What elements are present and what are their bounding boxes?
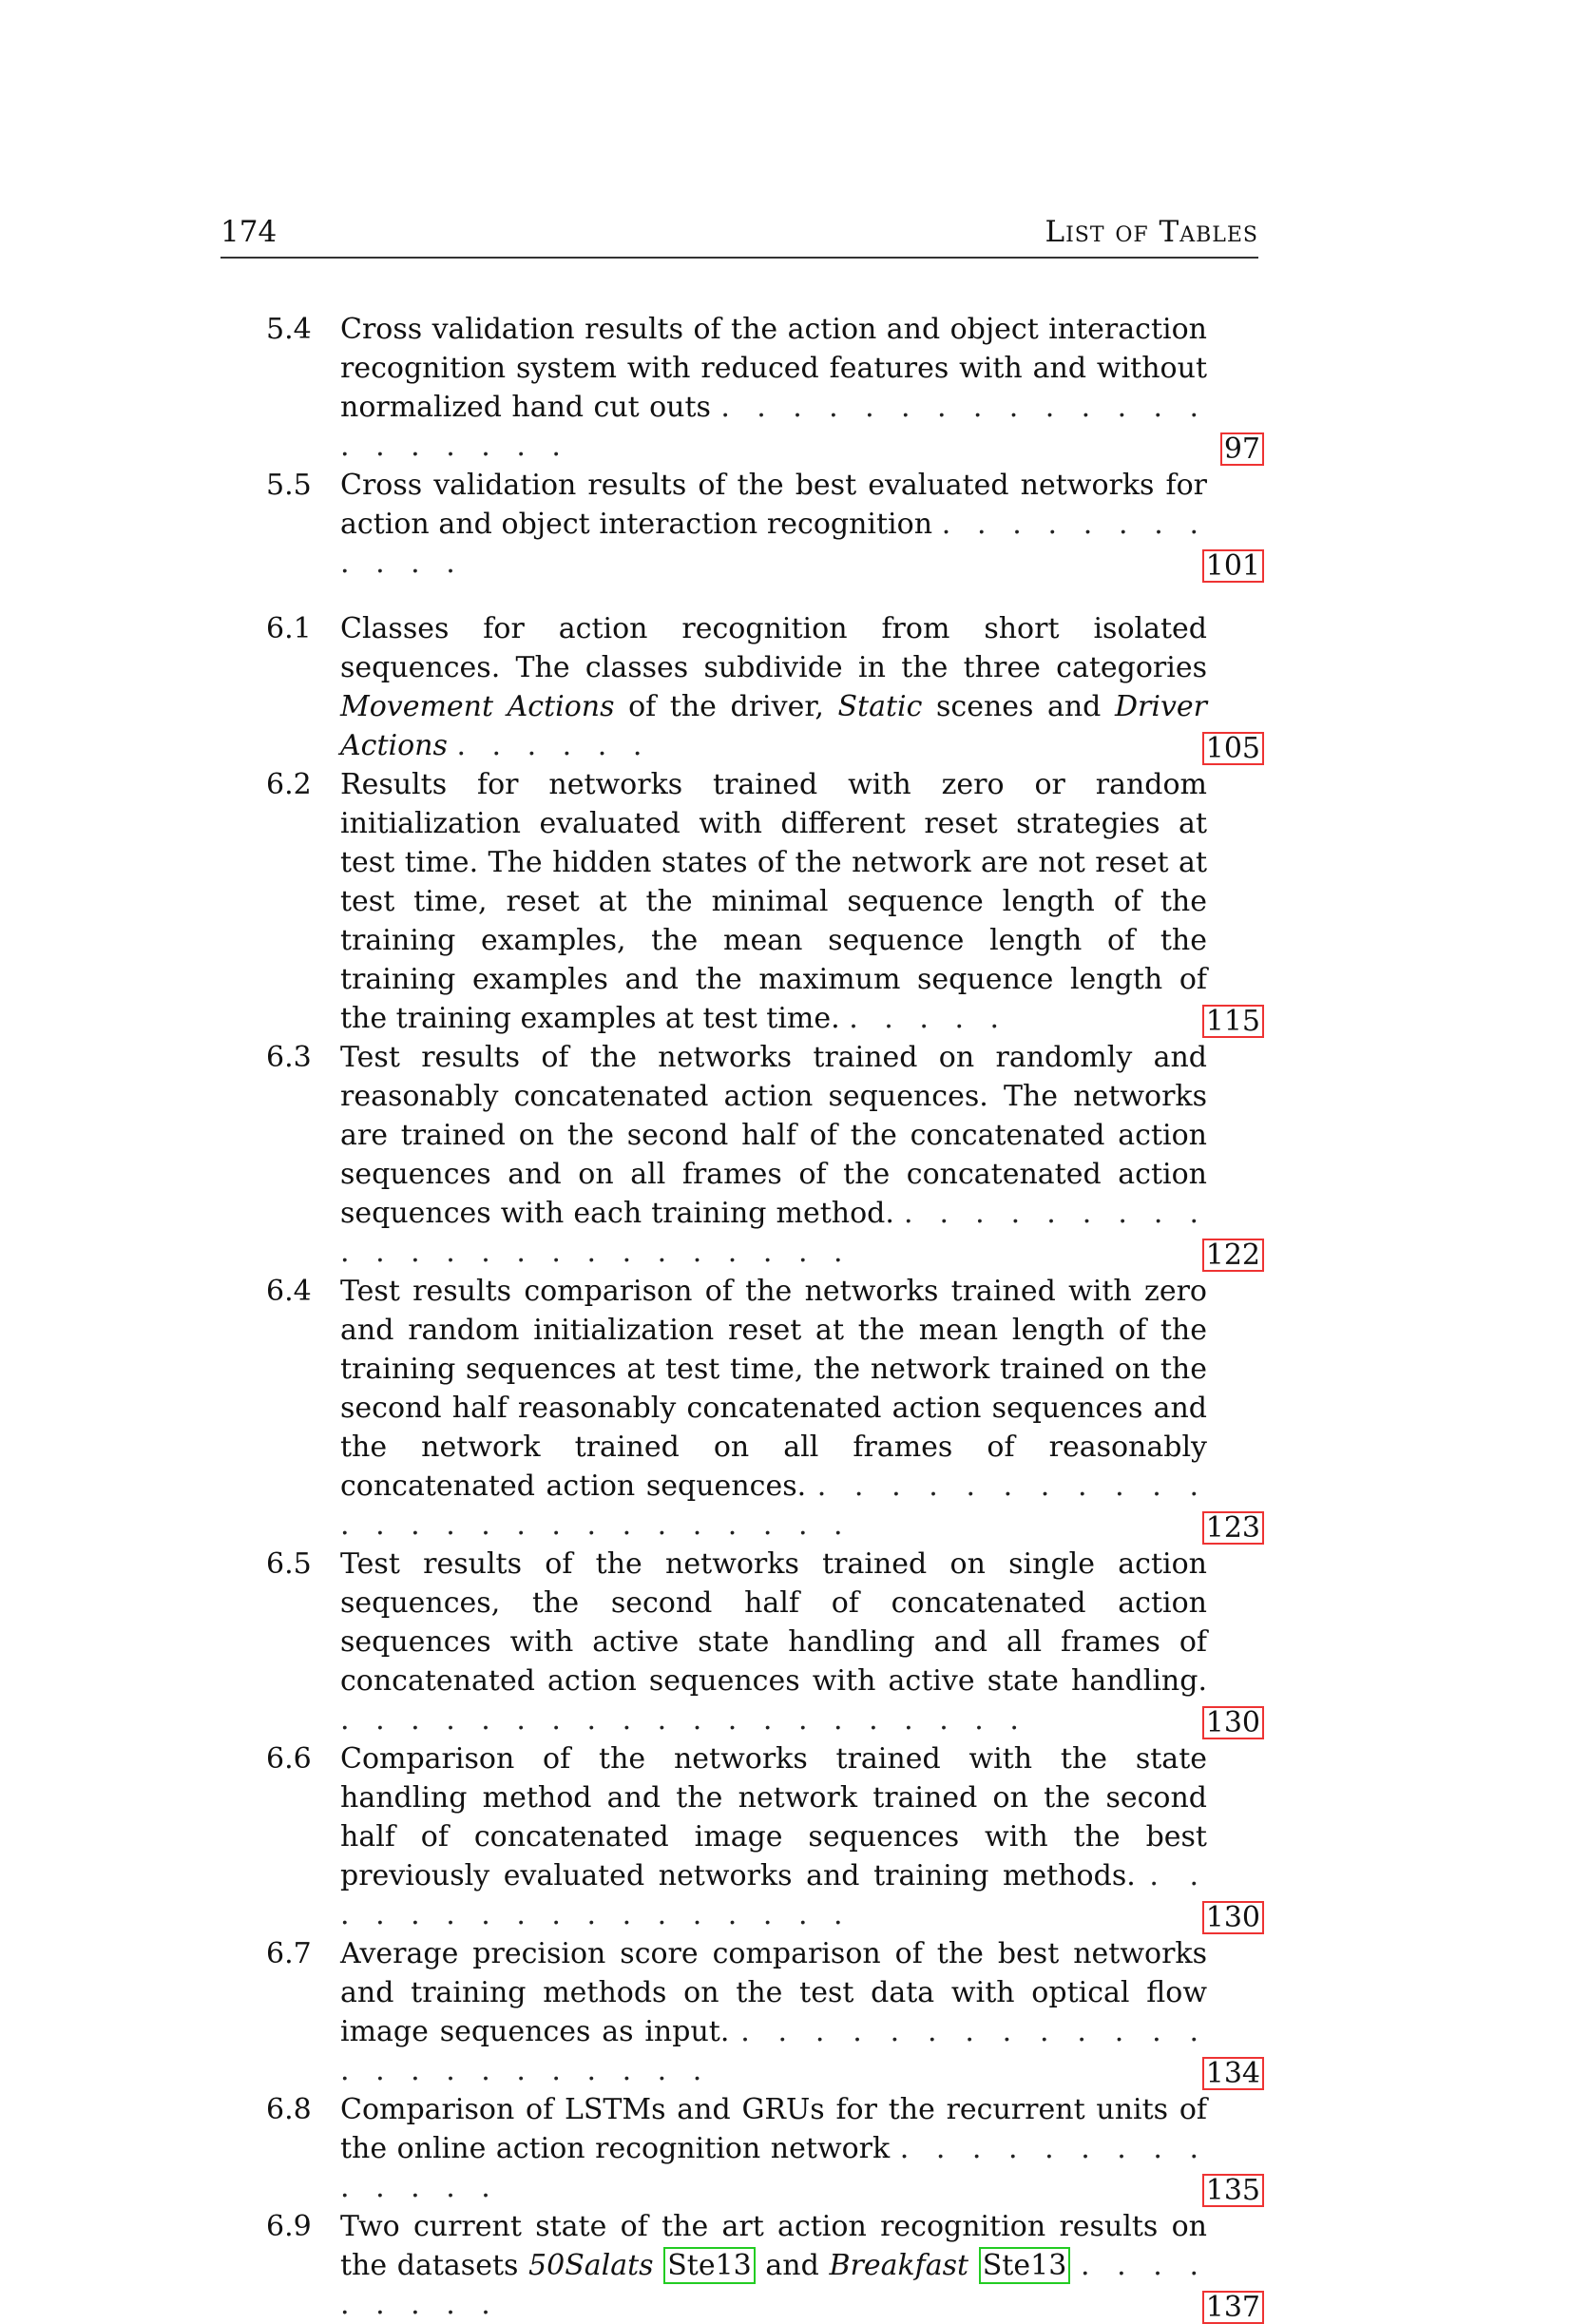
entry-title: Comparison of LSTMs and GRUs for the recurrent units of the online action recognition network . . . . . . . . . . . . . . — [340, 2093, 1207, 2204]
toc-entry-6-7[interactable] — [266, 1934, 1264, 2090]
page-link[interactable]: 135 — [1202, 2174, 1264, 2207]
entry-number: 6.8 — [266, 2093, 312, 2126]
entry-number: 6.7 — [266, 1937, 312, 1970]
entry-number: 5.4 — [266, 313, 312, 346]
page-link[interactable]: 134 — [1202, 2057, 1264, 2090]
entry-title: Cross validation results of the action and object interaction recognition system with reduced features with and without normalized hand cut outs . . . . . . . . . . . . . . . . . . . . . — [340, 313, 1207, 463]
page-link[interactable]: 123 — [1202, 1511, 1264, 1545]
toc-entry-5-5[interactable] — [266, 466, 1264, 583]
page-link[interactable]: 105 — [1202, 732, 1264, 765]
running-title: List of Tables — [1045, 215, 1258, 249]
entry-number: 6.9 — [266, 2210, 312, 2243]
entry-title: Test results of the networks trained on randomly and reasonably concatenated action sequences. The networks are trained on the second half of the concatenated action sequences and on all frames of the concatenated action sequences with each training method. . . . . . . . . . . . . . . . . . . . . . . . . — [340, 1041, 1207, 1269]
page-link[interactable]: 122 — [1202, 1239, 1264, 1272]
toc-entry-6-1[interactable] — [266, 609, 1264, 765]
entry-title: Classes for action recognition from short isolated sequences. The classes subdivide in the three categories Movement Actions of the driver, Static scenes and Driver Actions . . . . . . — [340, 612, 1207, 762]
entry-title: Results for networks trained with zero or random initialization evaluated with different reset strategies at test time. The hidden states of the network are not reset at test time, reset at the minimal sequence length of the training examples, the mean sequence length of the training examples and the maximum sequence length of the training examples at test time. . . . . . — [340, 768, 1207, 1035]
page-link[interactable]: 97 — [1220, 432, 1264, 466]
toc-entry-6-2[interactable] — [266, 765, 1264, 1038]
citation-link[interactable]: Ste13 — [663, 2247, 756, 2284]
entry-title: Comparison of the networks trained with the state handling method and the network trained on the second half of concatenated image sequences with the best previously evaluated networks and training methods. . . . . . . . . . . . . . . . . . — [340, 1742, 1208, 1931]
toc-entry-6-5[interactable] — [266, 1545, 1264, 1739]
entry-title: Average precision score comparison of the best networks and training methods on the test data with optical flow image sequences as input. . . . . . . . . . . . . . . . . . . . . . . . . — [340, 1937, 1207, 2087]
toc-entry-6-4[interactable] — [266, 1272, 1264, 1545]
toc-entry-5-4[interactable] — [266, 310, 1264, 466]
entry-number: 6.4 — [266, 1275, 312, 1308]
list-of-tables — [266, 310, 1264, 2324]
toc-entry-6-6[interactable] — [266, 1739, 1264, 1934]
entry-title: Two current state of the art action recognition results on the datasets 50Salats Ste13 and Breakfast Ste13 . . . . . . . . . — [340, 2210, 1207, 2321]
toc-entry-6-3[interactable] — [266, 1038, 1264, 1272]
entry-number: 6.2 — [266, 768, 312, 801]
page-link[interactable]: 115 — [1202, 1005, 1264, 1038]
entry-number: 6.1 — [266, 612, 312, 645]
toc-entry-6-9[interactable] — [266, 2207, 1264, 2324]
page-number: 174 — [220, 215, 278, 249]
entry-number: 5.5 — [266, 469, 312, 502]
entry-number: 6.5 — [266, 1547, 312, 1581]
entry-number: 6.6 — [266, 1742, 312, 1776]
entry-title: Cross validation results of the best evaluated networks for action and object interaction recognition . . . . . . . . . . . . — [340, 469, 1208, 580]
page-link[interactable]: 137 — [1202, 2291, 1264, 2324]
toc-entry-6-8[interactable] — [266, 2090, 1264, 2207]
running-header — [220, 213, 1258, 259]
entry-title: Test results of the networks trained on single action sequences, the second half of concatenated action sequences with active state handling and all frames of concatenated action sequences with active state handling. . . . . . . . . . . . . . . . . . . . . — [340, 1547, 1207, 1737]
page-link[interactable]: 130 — [1202, 1706, 1264, 1739]
entry-title: Test results comparison of the networks trained with zero and random initialization reset at the mean length of the training sequences at test time, the network trained on the second half reasonably concatenated action sequences and the network trained on all frames of reasonably concatenated action sequences. . . . . . . . . . . . . . . . . . . . . . . . . . . — [340, 1275, 1207, 1542]
page-link[interactable]: 130 — [1202, 1901, 1264, 1934]
entry-number: 6.3 — [266, 1041, 312, 1074]
citation-link[interactable]: Ste13 — [979, 2247, 1071, 2284]
page-link[interactable]: 101 — [1202, 549, 1264, 583]
